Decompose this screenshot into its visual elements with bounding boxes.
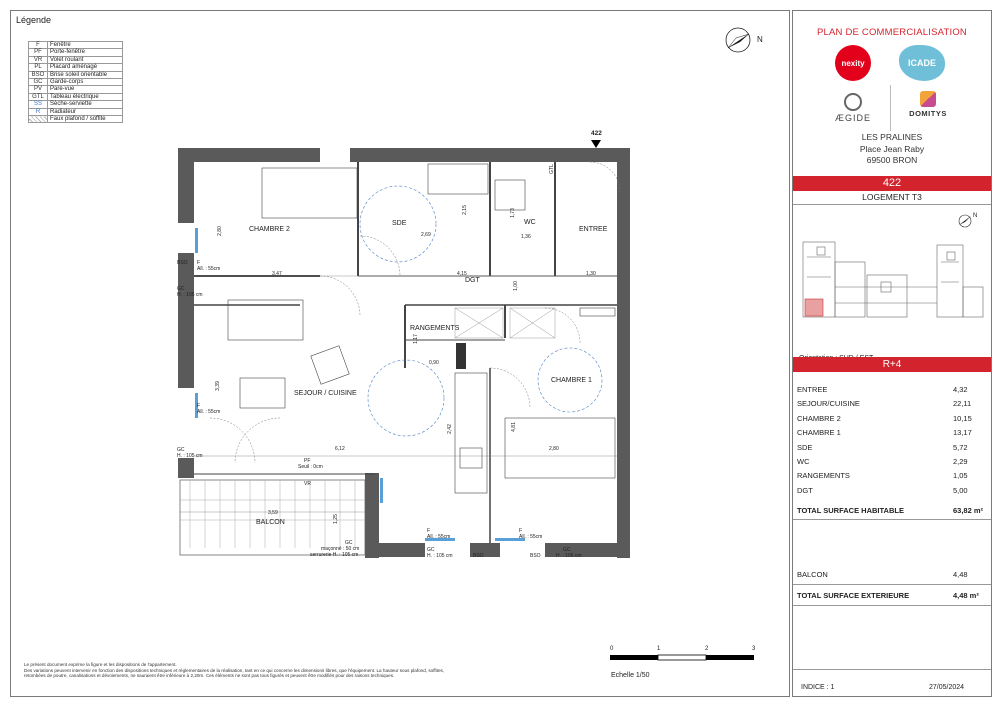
anno-pf-seuil: Seuil : 0cm (298, 464, 323, 470)
icade-logo (899, 45, 945, 81)
anno-gc-balcon: GC (345, 540, 353, 546)
dim-215: 2,15 (461, 205, 468, 215)
surface-value: 10,15 (953, 413, 972, 423)
lot-number: 422 (793, 176, 991, 191)
legend-label: Placard aménagé (48, 64, 123, 71)
disclaimer-line: Des variations peuvent intervenir en fonction des dispositions techniques et réglementaires de la réalisation, tant en ce qui concerne les dimensions libres, que l'équipement. La hauteur sous plafond, soffites, (24, 667, 445, 673)
anno-pf: PF (304, 458, 311, 464)
surface-name: RANGEMENTS (797, 471, 850, 481)
surface-name: CHAMBRE 2 (797, 413, 841, 423)
anno-gc2b: H. : 105 cm (177, 453, 203, 459)
residence-address: Place Jean Raby (859, 144, 925, 154)
anno-f2b: All. : 55cm (197, 409, 221, 415)
anno-bso3: BSO (473, 553, 484, 559)
legend-label: Radiateur (48, 108, 123, 115)
residence-name: LES PRALINES (861, 132, 923, 142)
legend-label: Porte-fenêtre (48, 49, 123, 56)
legend-row (29, 108, 123, 115)
legend-row (29, 101, 123, 108)
surface-value: 5,72 (953, 442, 968, 452)
aegide-logo-text: ÆGIDE (834, 113, 871, 123)
legend-code: PL (29, 64, 48, 71)
surface-name: SEJOUR/CUISINE (797, 399, 860, 409)
total-exterior-label: TOTAL SURFACE EXTERIEURE (797, 591, 910, 600)
legend-row (29, 116, 123, 123)
surface-name: CHAMBRE 1 (797, 428, 841, 438)
scale-tick: 0 (610, 646, 614, 652)
surface-name: DGT (797, 485, 813, 495)
domitys-logo (901, 91, 955, 118)
legend-code: PV (29, 86, 48, 93)
legend-label: Fenêtre (48, 42, 123, 49)
nexity-logo (835, 45, 871, 81)
dim-339: 3,39 (214, 381, 221, 391)
wall-east (617, 148, 630, 558)
anno-f3: F (427, 528, 431, 534)
room-entree: ENTREE (579, 226, 608, 233)
legend-title: Légende (16, 15, 52, 25)
dim-090: 0,90 (429, 360, 439, 366)
title-block (792, 10, 992, 697)
legend-code: PF (29, 49, 48, 56)
room-dgt: DGT (465, 277, 480, 284)
legend-row (29, 93, 123, 100)
dim-242: 2,42 (446, 424, 453, 434)
surface-value: 4,32 (953, 385, 968, 394)
dim-173: 1,73 (509, 208, 516, 218)
key-plan-highlight (805, 299, 823, 316)
anno-gc2: GC (177, 447, 185, 453)
room-wc: WC (524, 219, 536, 226)
divider (793, 669, 991, 670)
dim-612: 6,12 (335, 446, 345, 452)
dim-125: 1,25 (332, 514, 339, 524)
legend-row (29, 56, 123, 63)
dim-359: 3,59 (268, 510, 278, 516)
anno-bso4: BSO (530, 553, 541, 559)
wall-north (178, 148, 630, 162)
domitys-emblem-icon (920, 91, 936, 107)
revision-index: INDICE : 1 (801, 684, 835, 691)
scale-tick: 3 (752, 646, 756, 652)
dim-269: 2,69 (421, 232, 431, 238)
surface-value: 5,00 (953, 485, 968, 495)
wall-balcony-east (365, 473, 379, 558)
room-chambre1: CHAMBRE 1 (551, 377, 592, 384)
floor-level: R+4 (793, 357, 991, 372)
anno-gc4: GC (563, 547, 571, 553)
room-rangements: RANGEMENTS (410, 325, 460, 332)
anno-vr: VR (304, 481, 311, 487)
floor-plan (170, 128, 640, 568)
divider (793, 519, 991, 520)
scale-label: Echelle 1/50 (611, 672, 650, 679)
total-exterior-value: 4,48 m² (953, 591, 979, 600)
anno-f4: F (519, 528, 523, 534)
legend-code: BSO (29, 71, 48, 78)
legend-code: VR (29, 56, 48, 63)
compass-north-label: N (757, 35, 763, 44)
scale-tick: 1 (657, 646, 661, 652)
surface-value: 22,11 (953, 399, 972, 409)
disclaimer-line: retombées de poutre, canalisations et dévoiements, ne sauraient être inférieure à 2,20m. Ces éléments ne sont pas tous figurés et peuvent être modifiés pour des raisons techniques. (24, 673, 395, 678)
anno-gc1: GC (177, 286, 185, 292)
surface-name: SDE (797, 442, 813, 452)
legend-row (29, 64, 123, 71)
icade-logo-text: ICADE (907, 58, 936, 68)
legend-label: Tableau électrique (48, 93, 123, 100)
surface-value: 2,29 (953, 457, 968, 466)
anno-gc3b: H. : 105 cm (427, 553, 453, 559)
disclaimer-line: Le présent document exprime la figure et les dispositions de l'appartement. (24, 662, 177, 667)
dim-117: 1,17 (412, 334, 419, 344)
room-chambre2: CHAMBRE 2 (249, 226, 290, 233)
compass-icon (724, 26, 754, 56)
legend-label: Volet roulant (48, 56, 123, 63)
exterior-name: BALCON (797, 570, 828, 579)
dim-100: 1,00 (512, 281, 519, 291)
dim-415: 4,15 (457, 271, 467, 277)
surface-value: 1,05 (953, 471, 968, 481)
legend-code (29, 116, 48, 123)
legend-label: Faux plafond / soffite (48, 116, 123, 123)
room-sejour: SEJOUR / CUISINE (294, 390, 357, 397)
lot-marker: 422 (591, 130, 602, 137)
room-sde: SDE (392, 220, 407, 227)
anno-gc-balcon-c: serrurerie H. : 105 cm (310, 552, 359, 558)
scale-bar (610, 652, 760, 664)
total-habitable-label: TOTAL SURFACE HABITABLE (797, 506, 904, 515)
divider (793, 584, 991, 585)
anno-f4b: All. : 55cm (519, 534, 543, 540)
dim-481: 4,81 (510, 422, 517, 432)
aegide-emblem-icon (844, 93, 862, 111)
exterior-value: 4,48 (953, 570, 968, 579)
anno-gc-balcon-b: maçonné : 50 cm (321, 546, 360, 552)
surface-value: 13,17 (953, 428, 972, 438)
scale-tick: 2 (705, 646, 709, 652)
anno-bso1: BSO (177, 260, 188, 266)
legend-label: Brise soleil orientable (48, 71, 123, 78)
anno-f2: F (197, 403, 201, 409)
key-plan (797, 207, 987, 335)
total-habitable-value: 63,82 m² (953, 506, 984, 515)
room-balcon: BALCON (256, 519, 285, 526)
legend-code: GTL (29, 93, 48, 100)
surface-name: ENTREE (797, 385, 828, 394)
domitys-logo-text: DOMITYS (909, 109, 947, 118)
anno-f1b: All. : 55cm (197, 266, 221, 272)
dim-347: 3,47 (272, 271, 282, 277)
anno-gc4b: H. : 105 cm (556, 553, 582, 559)
revision-date: 27/05/2024 (929, 684, 965, 691)
legend-row (29, 86, 123, 93)
aegide-logo (823, 93, 883, 123)
legend-code: R (29, 108, 48, 115)
disclaimer (24, 662, 584, 679)
dim-280b: 2,80 (549, 446, 559, 452)
legend-row (29, 42, 123, 49)
legend-code: SS (29, 101, 48, 108)
key-plan-north: N (973, 213, 978, 219)
room-gtl: GTL (548, 164, 555, 174)
residence-city: 69500 BRON (866, 155, 918, 165)
legend-table (28, 41, 123, 123)
anno-f3b: All. : 55cm (427, 534, 451, 540)
dim-280: 2,80 (216, 226, 223, 236)
legend-label: Pare-vue (48, 86, 123, 93)
nexity-logo-text: nexity (841, 58, 865, 68)
legend-label: Sèche-serviette (48, 101, 123, 108)
divider (793, 605, 991, 606)
legend-row (29, 71, 123, 78)
panel-title: PLAN DE COMMERCIALISATION (817, 27, 967, 38)
legend-row (29, 79, 123, 86)
divider (793, 204, 991, 205)
logo-divider (890, 85, 891, 131)
anno-gc1b: H. : 105 cm (177, 292, 203, 298)
dim-130: 1,30 (586, 271, 596, 277)
legend-row (29, 49, 123, 56)
anno-gc3: GC (427, 547, 435, 553)
legend-code: F (29, 42, 48, 49)
legend-label: Garde-corps (48, 79, 123, 86)
lot-type: LOGEMENT T3 (862, 192, 922, 202)
legend-code: GC (29, 79, 48, 86)
surface-name: WC (797, 457, 810, 466)
dim-136: 1,36 (521, 234, 531, 240)
anno-f1: F (197, 260, 201, 266)
